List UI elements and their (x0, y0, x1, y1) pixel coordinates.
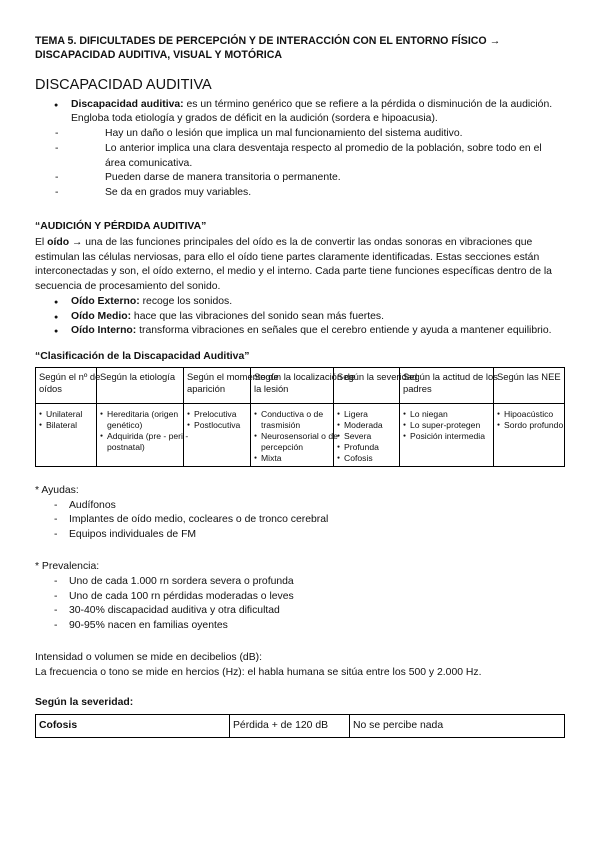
classification-item: ● Sordo profundo (497, 420, 562, 431)
classification-cell (400, 403, 494, 466)
ear-part-text: hace que las vibraciones del sonido sean más fuertes. (131, 310, 385, 322)
definition-text: es un término genérico que se refiere a la pérdida o disminución de la audición. Engloba toda etiología y grados de déficit en la audición (sordera e hipoacusia). (71, 98, 553, 125)
definition-point: - Pueden darse de manera transitoria o permanente. (35, 171, 565, 186)
classification-cell (251, 403, 338, 466)
ear-part-label: Oído Medio: (71, 310, 132, 322)
ear-part-item (35, 295, 565, 310)
aids-item: - Implantes de oído medio, cocleares o de tronco cerebral (0, 513, 565, 528)
measures-section (35, 651, 565, 681)
classification-header-cell: Según el nº de oídos (36, 367, 97, 403)
classification-item: ● Lo super-protegen (403, 420, 491, 431)
ear-intro-text: → una de las funciones principales del oído es la de convertir las ondas sonoras en vibraciones que estimulan las células nerviosas, para ello el oído tiene partes claramente identificadas. Estas secciones están interconectadas y son, el oído externo, el medio y el interno. Cada parte tiene funciones específicas dentro de la secuencia de procesamiento del sonido. (35, 236, 552, 293)
prevalence-item: - 30-40% discapacidad auditiva y otra dificultad (0, 604, 565, 619)
topic-line-2: DISCAPACIDAD AUDITIVA, VISUAL Y MOTÓRICA (35, 49, 283, 62)
prevalence-item: - 90-95% nacen en familias oyentes (0, 619, 565, 634)
classification-item: ● Mixta (254, 453, 331, 464)
classification-item: ● Hereditaria (origen genético) (100, 409, 196, 431)
classification-item: ● Neurosensorial o de percepción (254, 431, 340, 453)
prevalence-item: - Uno de cada 100 rn pérdidas moderadas o leves (0, 590, 565, 605)
definition-points (35, 127, 565, 201)
ear-intro-pre: El (35, 236, 48, 248)
aids-item: - Equipos individuales de FM (0, 528, 565, 543)
ear-part-text: recoge los sonidos. (139, 295, 233, 307)
prevalence-list (0, 575, 565, 634)
measure-intensity: Intensidad o volumen se mide en decibelios (dB): (35, 651, 262, 663)
classification-item: ● Moderada (337, 420, 397, 431)
ear-parts-list (35, 295, 565, 339)
classification-item: ● Profunda (337, 442, 397, 453)
classification-header-cell: Según las NEE (494, 367, 565, 403)
severity-title: Según la severidad: (35, 697, 134, 709)
definition-item (35, 98, 565, 201)
prevalence-item: - Uno de cada 1.000 rn sordera severa o profunda (0, 575, 565, 590)
classification-cell (36, 403, 97, 466)
aids-section (35, 484, 565, 543)
classification-header-cell: Según la severidad (334, 367, 400, 403)
classification-item: ● Severa (337, 431, 397, 442)
classification-header-cell: Según la etiología (97, 367, 184, 403)
classification-item: ● Hipoacústico (497, 409, 562, 420)
classification-item: ● Ligera (337, 409, 397, 420)
classification-header-row (36, 367, 565, 403)
classification-item: ● Adquirida (pre - peri - postnatal) (100, 431, 199, 453)
classification-header-cell: Según la actitud de los padres (400, 367, 494, 403)
ear-intro-paragraph (35, 236, 565, 295)
classification-item: ● Lo niegan (403, 409, 491, 420)
classification-item: ● Cofosis (337, 453, 397, 464)
ear-part-label: Oído Interno: (71, 325, 137, 337)
definition-point: - Hay un daño o lesión que implica un mal funcionamiento del sistema auditivo. (35, 127, 565, 142)
definition-point: - Se da en grados muy variables. (35, 186, 565, 201)
classification-item: ● Unilateral (39, 409, 94, 420)
classification-body-row (36, 403, 565, 466)
ear-part-item (35, 310, 565, 325)
definition-point: - Lo anterior implica una clara desventaja respecto al promedio de la población, sobre todo en el área comunicativa. (35, 142, 565, 172)
topic-line-1: TEMA 5. DIFICULTADES DE PERCEPCIÓN Y DE INTERACCIÓN CON EL ENTORNO FÍSICO → (35, 35, 501, 47)
severity-row (36, 715, 565, 738)
ear-part-label: Oído Externo: (71, 295, 140, 307)
classification-cell (97, 403, 189, 466)
ear-part-item (35, 324, 565, 339)
classification-item: ● Bilateral (39, 420, 94, 431)
classification-header-cell: Según el momento de aparición (184, 367, 251, 403)
classification-item: ● Postlocutiva (187, 420, 248, 431)
classification-item: ● Prelocutiva (187, 409, 248, 420)
aids-title: * Ayudas: (35, 484, 79, 496)
classification-item: ● Conductiva o de trasmisión (254, 409, 340, 431)
topic-heading (35, 34, 565, 63)
severity-name: Cofosis (36, 715, 230, 738)
document-page (35, 34, 565, 738)
classification-item: ● Posición intermedia (403, 431, 491, 442)
definition-term: Discapacidad auditiva: (71, 98, 184, 110)
measure-frequency: La frecuencia o tono se mide en hercios (Hz): el habla humana se sitúa entre los 500 y 2.000 Hz. (35, 666, 482, 678)
prevalence-title: * Prevalencia: (35, 560, 100, 572)
prevalence-section (35, 560, 565, 634)
severity-loss: Pérdida + de 120 dB (230, 715, 350, 738)
classification-title: “Clasificación de la Discapacidad Auditiva” (35, 351, 250, 363)
classification-table (35, 367, 565, 467)
ear-intro-bold: oído (47, 236, 70, 248)
section-title-hearing-loss: “AUDICIÓN Y PÉRDIDA AUDITIVA” (35, 221, 207, 233)
section-title-hearing-disability: DISCAPACIDAD AUDITIVA (35, 76, 212, 93)
definition-list (35, 98, 565, 201)
classification-header-cell: Según la localización de la lesión (251, 367, 334, 403)
severity-table (35, 714, 565, 738)
aids-item: - Audífonos (0, 499, 565, 514)
classification-cell (334, 403, 400, 466)
classification-cell (494, 403, 565, 466)
aids-list (0, 499, 565, 543)
severity-desc: No se percibe nada (350, 715, 565, 738)
ear-part-text: transforma vibraciones en señales que el cerebro entiende y ayuda a mantener equilibrio. (136, 325, 552, 337)
